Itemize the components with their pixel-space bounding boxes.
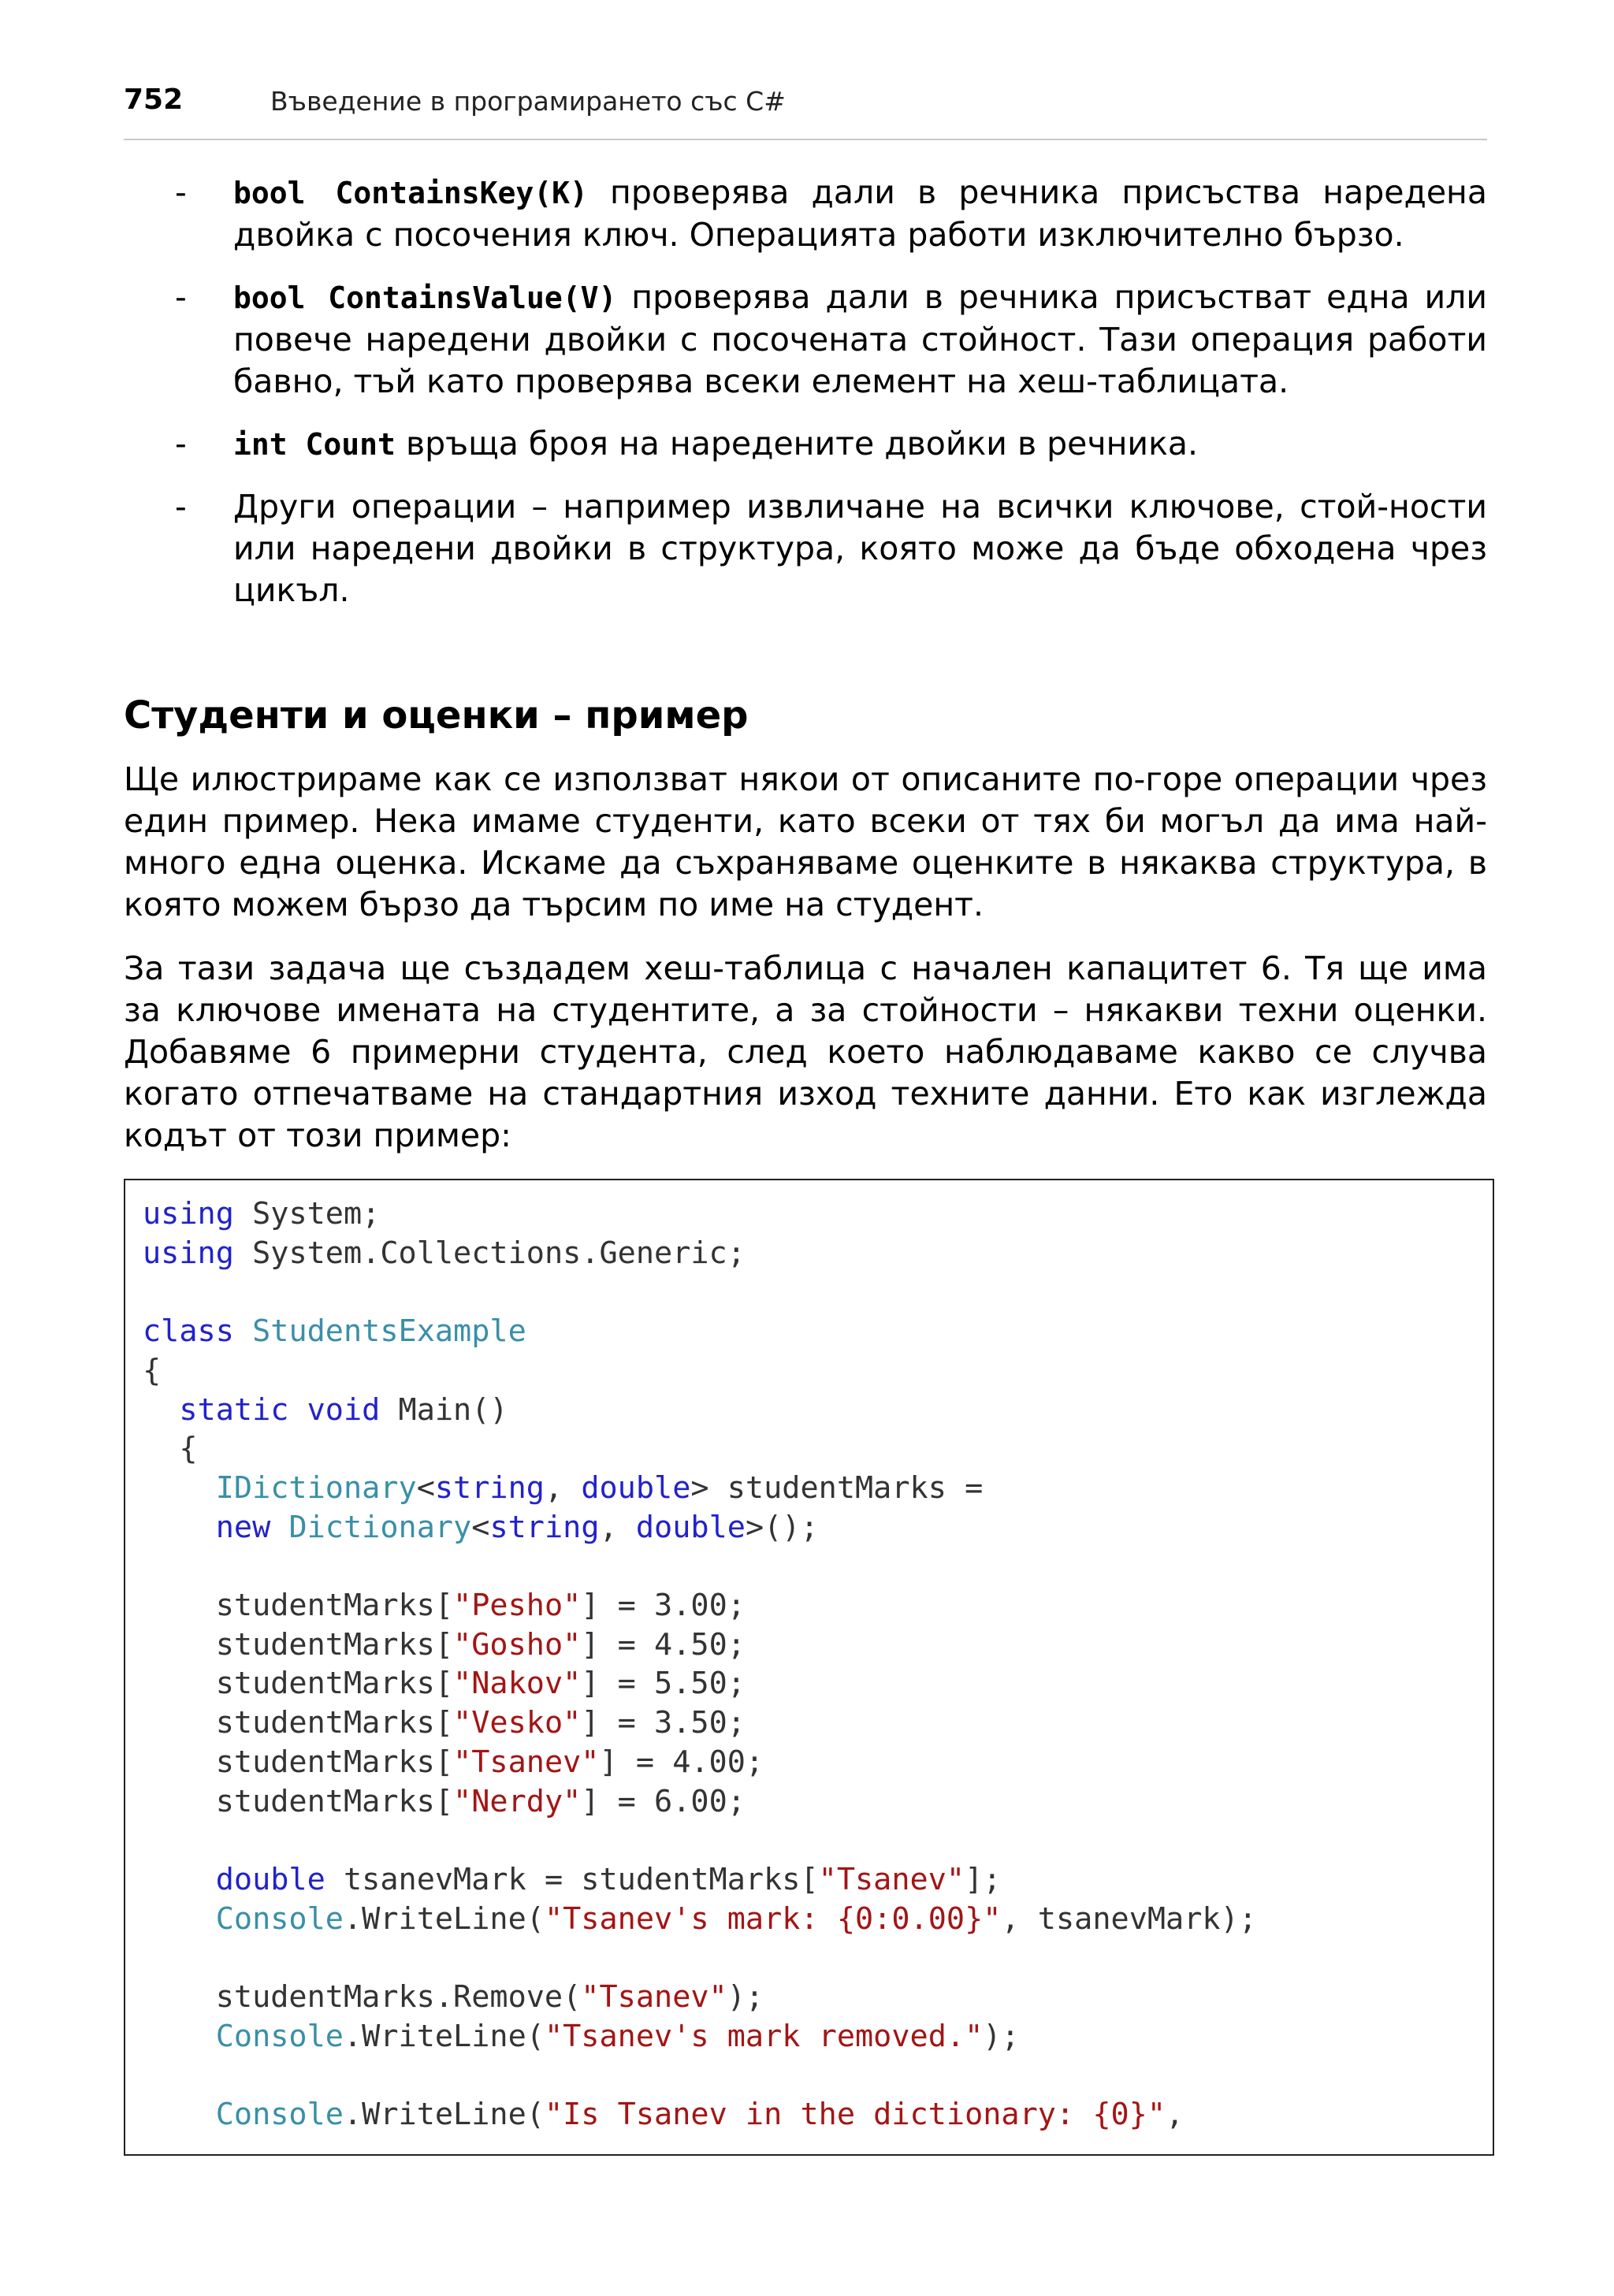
code-text: { — [143, 1431, 198, 1467]
code-text: >(); — [745, 1509, 819, 1545]
code-text: studentMarks[ — [143, 1744, 454, 1780]
code-text: ]; — [965, 1861, 1002, 1897]
code-text: studentMarks[ — [143, 1588, 454, 1624]
code-type: StudentsExample — [252, 1313, 526, 1350]
code-text — [143, 1510, 216, 1545]
code-text: , — [1166, 2097, 1184, 2133]
code-text — [143, 1392, 179, 1428]
code-string: "Tsanev" — [453, 1744, 600, 1780]
code-line — [143, 1744, 764, 1780]
code-keyword: using — [143, 1235, 234, 1271]
code-text: studentMarks[ — [143, 1705, 454, 1741]
code-text: ] = 4.00; — [599, 1744, 764, 1780]
code-line — [143, 1196, 380, 1232]
code-line — [143, 1627, 746, 1663]
code-line — [143, 1901, 1257, 1937]
code-string: "Nakov" — [453, 1666, 582, 1702]
code-text: .WriteLine( — [343, 2018, 545, 2054]
code-text: > studentMarks = — [690, 1469, 984, 1506]
code-line — [143, 1862, 1001, 1897]
book-title: Въведение в програмирането със C# — [270, 86, 786, 117]
code-text — [143, 2019, 216, 2054]
list-item — [124, 423, 1487, 466]
code-line — [143, 2097, 1184, 2132]
code-string: "Tsanev" — [581, 1979, 727, 2016]
list-item-text: проверява дали в речника присъства наредена двойка с посочения ключ. Операцията работи изключително бързо. — [233, 173, 1487, 254]
code-text: , — [544, 1469, 582, 1506]
code-string: "Tsanev" — [818, 1861, 965, 1897]
code-keyword: double — [635, 1509, 746, 1545]
inline-code: bool ContainsValue(V) — [233, 280, 617, 315]
code-type: IDictionary — [215, 1469, 417, 1506]
code-text: , — [599, 1509, 636, 1545]
inline-code: bool ContainsKey(K) — [233, 176, 588, 210]
code-text — [270, 1510, 288, 1545]
code-text: studentMarks[ — [143, 1783, 454, 1819]
bullet-dash: - — [175, 425, 187, 463]
code-keyword: string — [434, 1469, 545, 1506]
code-text — [143, 1901, 216, 1937]
code-line — [143, 2019, 1020, 2054]
code-text: tsanevMark = studentMarks[ — [325, 1861, 819, 1897]
page-number: 752 — [124, 84, 184, 116]
code-text: ] = 4.50; — [581, 1626, 746, 1663]
operations-list — [124, 172, 1487, 632]
list-item-text: връща броя на наредените двойки в речника. — [395, 425, 1198, 463]
code-keyword: new — [215, 1509, 271, 1545]
list-item-text: Други операции – например извличане на всички ключове, стой-ности или наредени двойки в структура, която може да бъде обходена чрез цикъл. — [233, 488, 1487, 609]
inline-code: int Count — [233, 427, 396, 462]
code-line — [143, 1470, 983, 1506]
code-line — [143, 1235, 746, 1271]
code-text: ); — [727, 1979, 764, 2016]
code-keyword: double — [581, 1469, 691, 1506]
code-text: ] = 5.50; — [581, 1666, 746, 1702]
code-text — [143, 2097, 216, 2132]
code-line — [143, 1510, 819, 1545]
code-line — [143, 1353, 161, 1388]
bullet-dash: - — [175, 173, 187, 211]
code-line — [143, 1666, 746, 1701]
code-text: studentMarks.Remove( — [143, 1979, 582, 2016]
code-keyword: string — [489, 1509, 600, 1545]
list-item — [124, 172, 1487, 256]
code-text: System.Collections.Generic; — [233, 1235, 746, 1271]
code-text: System; — [233, 1196, 381, 1232]
code-text: < — [416, 1469, 435, 1506]
code-text: { — [143, 1352, 162, 1388]
bullet-dash: - — [175, 278, 187, 316]
code-text: ] = 3.50; — [581, 1705, 746, 1741]
code-string: "Tsanev's mark removed." — [544, 2018, 984, 2054]
code-string: "Nerdy" — [453, 1783, 582, 1819]
code-keyword: void — [307, 1391, 381, 1428]
code-text: Main() — [380, 1391, 508, 1428]
body-paragraph: Ще илюстрираме как се използват някои от описаните по-горе операции чрез един пример. Нека имаме студенти, като всеки от тях би могъл да има най-много една оценка. Искаме да съхраняваме оценките в някаква структура, в която можем бързо да търсим по име на студент. — [124, 760, 1487, 923]
code-text: , tsanevMark); — [1001, 1900, 1257, 1937]
code-line — [143, 1588, 746, 1623]
code-text: < — [471, 1509, 490, 1545]
code-keyword: class — [143, 1313, 234, 1350]
code-keyword: using — [143, 1196, 234, 1232]
page-header — [124, 84, 1487, 140]
code-listing — [124, 1179, 1494, 2156]
code-text: studentMarks[ — [143, 1666, 454, 1702]
code-string: "Gosho" — [453, 1626, 582, 1663]
code-text: studentMarks[ — [143, 1626, 454, 1663]
code-string: "Pesho" — [453, 1588, 582, 1624]
list-item — [124, 277, 1487, 403]
body-paragraph: За тази задача ще създадем хеш-таблица с начален капацитет 6. Тя ще има за ключове имената на студентите, а за стойности – някакви техни оценки. Добавяме 6 примерни студента, след което наблюдаваме какво се случва когато отпечатваме на стандартния изход техните данни. Ето как изглежда кодът от този пример: — [124, 949, 1487, 1154]
code-string: "Is Tsanev in the dictionary: {0}" — [544, 2097, 1166, 2133]
code-text: .WriteLine( — [343, 2097, 545, 2133]
code-type: Console — [215, 2018, 344, 2054]
code-keyword: double — [215, 1861, 325, 1897]
list-item — [124, 486, 1487, 611]
code-string: "Tsanev's mark: {0:0.00}" — [544, 1900, 1002, 1937]
code-text — [234, 1313, 252, 1349]
code-text: ] = 3.00; — [581, 1588, 746, 1624]
code-block — [143, 1194, 1257, 2134]
list-item-text: проверява дали в речника присъстват една или повече наредени двойки с посочената стойност. Тази операция работи бавно, тъй като проверява всеки елемент на хеш-таблицата. — [233, 278, 1488, 400]
code-line — [143, 1431, 198, 1466]
code-text: ] = 6.00; — [581, 1783, 746, 1819]
code-line — [143, 1313, 526, 1349]
section-heading: Студенти и оценки – пример — [124, 693, 749, 737]
code-line — [143, 1392, 508, 1428]
code-text: ); — [983, 2018, 1020, 2054]
code-text — [143, 1470, 216, 1506]
code-line — [143, 1979, 764, 2015]
code-string: "Vesko" — [453, 1705, 582, 1741]
code-text: .WriteLine( — [343, 1900, 545, 1937]
code-type: Console — [215, 2097, 344, 2133]
code-type: Dictionary — [288, 1509, 472, 1545]
code-line — [143, 1705, 746, 1741]
code-type: Console — [215, 1900, 344, 1937]
code-text — [143, 1862, 216, 1897]
code-keyword: static — [179, 1391, 289, 1428]
code-text — [288, 1392, 307, 1428]
bullet-dash: - — [175, 488, 187, 526]
code-line — [143, 1784, 746, 1819]
